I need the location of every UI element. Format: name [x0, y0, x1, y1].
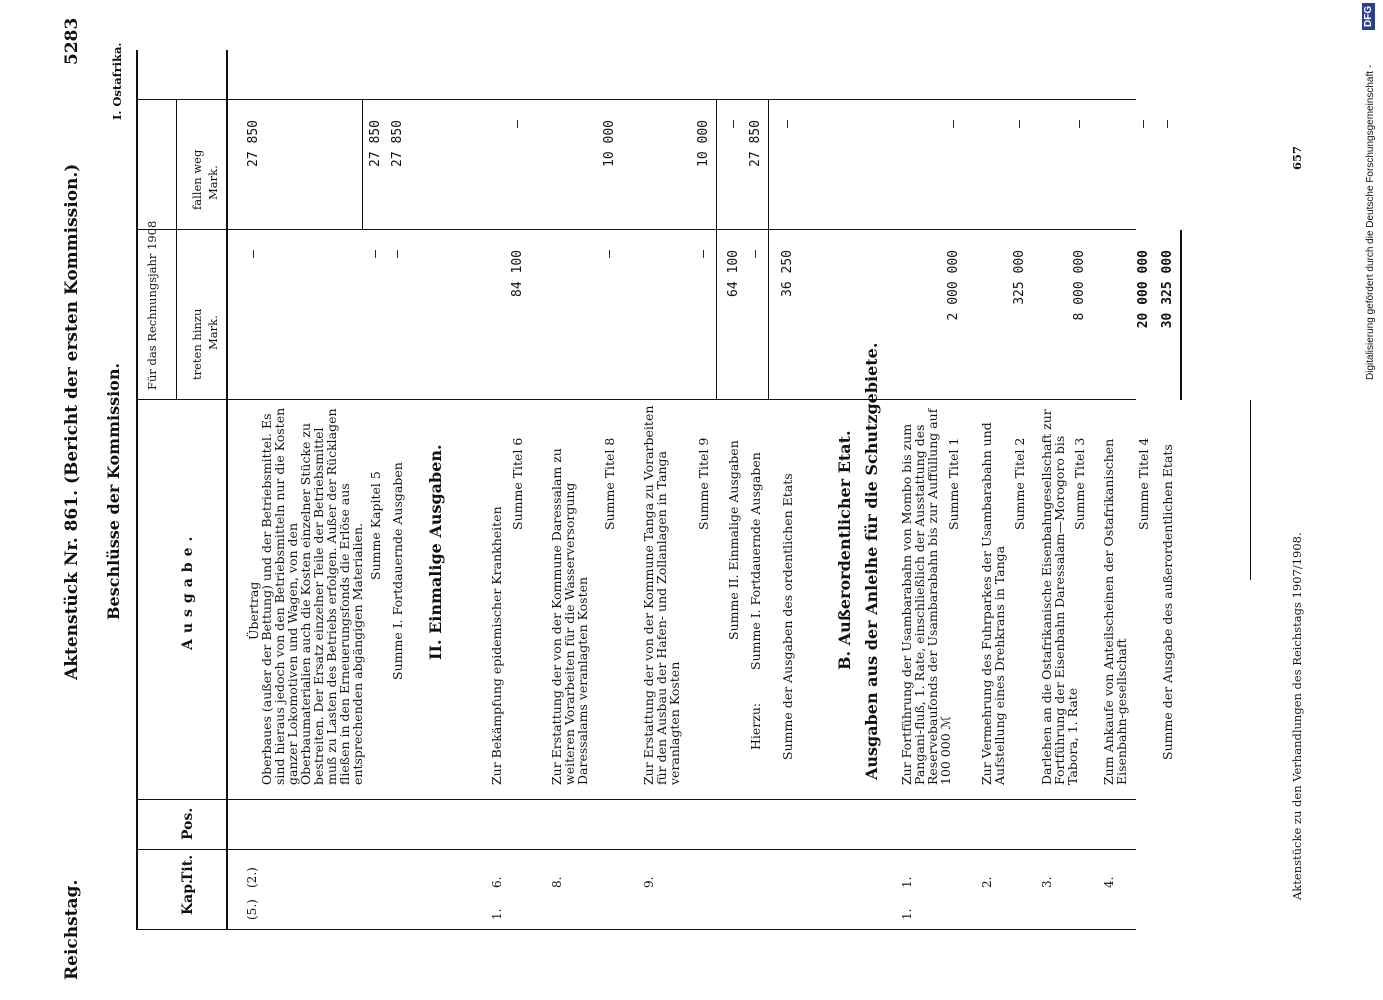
rule-total-B	[1180, 230, 1182, 400]
row-B-tit2: 2.	[980, 876, 994, 888]
col-head-ausgabe: Ausgabe.	[180, 530, 196, 650]
hierzu-label: Hierzu:	[748, 702, 763, 750]
sum-B-titel-1-treten: 2 000 000	[946, 250, 961, 321]
sum-titel-8-label: Summe Titel 8	[602, 437, 617, 530]
col-rule-left	[136, 929, 1136, 930]
sum-B-titel-4-treten: 20 000 000	[1136, 250, 1151, 329]
col-head-kap: Kap.	[180, 879, 196, 915]
sum-B-titel-2-fallen: —	[1012, 120, 1027, 128]
row-II-tit8: 8.	[550, 876, 564, 888]
col-head-fallen: fallen weg	[190, 149, 204, 210]
row-II-kap: 1.	[490, 908, 504, 920]
footer-divider	[1250, 400, 1251, 580]
row-B-tit4: 4.	[1102, 876, 1116, 888]
sum-titel-9-label: Summe Titel 9	[696, 437, 711, 530]
sum-B-titel-4-label: Summe Titel 4	[1136, 437, 1151, 530]
col-rule-ausgabe	[136, 399, 1136, 400]
sum-titel-6-treten: 84 100	[510, 250, 525, 297]
total-ordentlich-label: Summe der Ausgaben des ordentlichen Etats	[780, 473, 795, 760]
col-head-year-rule	[176, 100, 177, 400]
sum-II-fallen: —	[726, 120, 741, 128]
col-head-fallen-mark: Mark.	[206, 165, 220, 200]
total-B-label: Summe der Ausgabe des außerordentlichen Etats	[1160, 444, 1175, 760]
rule-ordentlich	[768, 100, 769, 400]
col-head-treten: treten hinzu	[190, 308, 204, 380]
uebertrag-treten: —	[246, 250, 261, 258]
uebertrag-fallen: 27 850	[246, 120, 261, 167]
row-B-tit3: 3.	[1040, 876, 1054, 888]
header-left: Reichstag.	[62, 879, 82, 980]
row-II-text9: Zur Erstattung der von der Kommune Tanga zu Vorarbeiten für den Ausbau der Hafen- und Zollanlagen in Tanga veranlagten Kosten	[641, 405, 682, 785]
digitization-note: Digitalisierung gefördert durch die Deutsche Forschungsgemeinschaft -	[1365, 64, 1376, 380]
sum-II-label: Summe II. Einmalige Ausgaben	[726, 440, 741, 640]
section-top-title: Beschlüsse der Kommission.	[104, 362, 123, 620]
sum-B-titel-3-label: Summe Titel 3	[1072, 437, 1087, 530]
sum-titel-8-fallen: 10 000	[602, 120, 617, 167]
row-kap: (5.)	[245, 899, 259, 920]
sum-B-titel-2-label: Summe Titel 2	[1012, 437, 1027, 530]
row-B-tit1: 1.	[900, 876, 914, 888]
sum-titel-9-fallen: 10 000	[696, 120, 711, 167]
table-top-rule	[136, 50, 138, 930]
sum-B-titel-4-fallen: —	[1136, 120, 1151, 128]
table-head-rule	[226, 50, 228, 930]
sum-I-again-treten: —	[748, 250, 763, 258]
col-rule-kap	[136, 849, 1136, 850]
col-head-pos: Pos.	[180, 807, 196, 840]
col-head-tit: Tit.	[180, 854, 196, 882]
rule-sum-9	[716, 100, 717, 400]
sum-B-titel-1-label: Summe Titel 1	[946, 437, 961, 530]
row-uebertrag: Übertrag	[246, 581, 261, 640]
row-B-kap: 1.	[900, 908, 914, 920]
row-tit: (2.)	[245, 867, 259, 888]
row-B-text4: Zum Ankaufe von Anteilscheinen der Ostafrikanischen Eisenbahn-gesellschaft	[1101, 438, 1129, 785]
row-text-oberbau: Oberbaues (außer der Bettung) und der Betriebsmittel. Es sind hieraus jedoch von den Betriebsmitteln nur die Kosten ganzer Lokomotiven und Wagen, von den Oberbaumaterialien auch die Kosten einzelner Stücke zu bestreiten. Der Ersatz einzelner Teile der Betriebsmittel muß zu Lasten des Betriebs erfolgen. Außer der Rücklagen fließen in den Erneuerungsfonds die Erlöse aus entsprechenden abgängigen Materialien.	[259, 407, 365, 785]
col-rule-treten	[136, 229, 1136, 230]
sum-I-label: Summe I. Fortdauernde Ausgaben	[390, 462, 405, 680]
row-B-text3: Darlehen an die Ostafrikanische Eisenbahngesellschaft zur Fortführung der Eisenbahn Daressalam—Morogoro bis Tabora, 1. Rate	[1039, 409, 1080, 785]
sum-titel-6-fallen: —	[510, 120, 525, 128]
sum-kapitel-5-label: Summe Kapitel 5	[368, 471, 383, 580]
sum-B-titel-3-treten: 8 000 000	[1072, 250, 1087, 321]
row-B-text1: Zur Fortführung der Usambarabahn von Mombo bis zum Pangani-fluß, 1. Rate, einschließlich der Ausstattung des Reservebaufonds der Usambarabahn bis zur Auffüllung auf 100 000 ℳ	[899, 408, 953, 785]
row-II-tit9: 9.	[642, 876, 656, 888]
col-head-year: Für das Rechnungsjahr 1908	[145, 220, 159, 390]
header-title: Aktenstück Nr. 861. (Bericht der ersten Kommission.)	[62, 163, 82, 680]
heading-B2: Ausgaben aus der Anleihe für die Schutzgebiete.	[862, 342, 881, 780]
sum-I-again-fallen: 27 850	[748, 120, 763, 167]
sum-I-treten: —	[390, 250, 405, 258]
sum-titel-9-treten: —	[696, 250, 711, 258]
row-II-tit6: 6.	[490, 876, 504, 888]
footer-text: Aktenstücke zu den Verhandlungen des Reichstags 1907/1908.	[1290, 532, 1304, 900]
sum-II-treten: 64 100	[726, 250, 741, 297]
col-head-treten-mark: Mark.	[206, 315, 220, 350]
col-rule-fallen	[136, 99, 1136, 100]
heading-II: II. Einmalige Ausgaben.	[426, 444, 445, 660]
sum-B-titel-1-fallen: —	[946, 120, 961, 128]
total-B-fallen: —	[1160, 120, 1175, 128]
row-II-text8: Zur Erstattung der von der Kommune Daressalam zu weiteren Vorarbeiten für die Wasserversorgung Daressalams veranlagten Kosten	[549, 448, 590, 785]
total-ordentlich-fallen: —	[780, 120, 795, 128]
row-B-text2: Zur Vermehrung des Fuhrparkes der Usambarabahn und Aufstellung eines Drehkrans in Tanga	[979, 422, 1007, 785]
sum-I-fallen: 27 850	[390, 120, 405, 167]
col-rule-tit	[136, 799, 1136, 800]
region-label: I. Ostafrika.	[110, 42, 124, 120]
sum-B-titel-3-fallen: —	[1072, 120, 1087, 128]
page-number: 5283	[62, 17, 82, 65]
sum-I-again-label: Summe I. Fortdauernde Ausgaben	[748, 452, 763, 670]
sum-titel-8-treten: —	[602, 250, 617, 258]
footer-sheet-number: 657	[1290, 145, 1304, 170]
sum-B-titel-2-treten: 325 000	[1012, 250, 1027, 305]
sum-titel-6-label: Summe Titel 6	[510, 437, 525, 530]
heading-B: B. Außerordentlicher Etat.	[835, 430, 854, 670]
total-ordentlich-treten: 36 250	[780, 250, 795, 297]
rule-sum-5	[362, 100, 363, 230]
sum-kapitel-5-fallen: 27 850	[368, 120, 383, 167]
dfg-logo: DFG	[1362, 3, 1375, 30]
total-B-treten: 30 325 000	[1160, 250, 1175, 329]
row-II-text6: Zur Bekämpfung epidemischer Krankheiten	[489, 506, 504, 785]
sum-kapitel-5-treten: —	[368, 250, 383, 258]
